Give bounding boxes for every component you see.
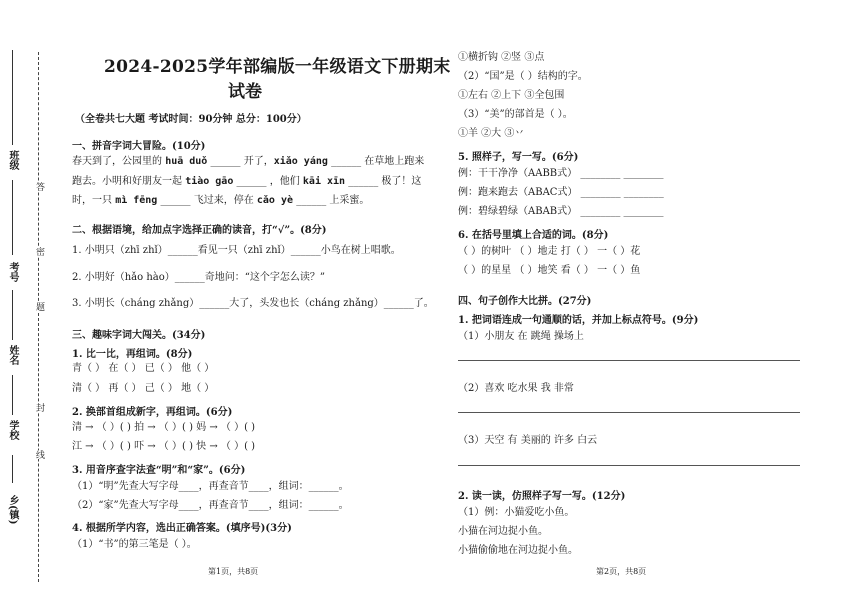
q4-options-2: ①左右 ②上下 ③全包围 (458, 90, 565, 101)
section4-q2-row2: 小猫在河边捉小鱼。 (458, 526, 548, 537)
binding-mark-ti: 题 (34, 302, 44, 311)
exam-title-line1: 2024-2025学年部编版一年级语文下册期末 (104, 57, 451, 77)
section3-q2-heading: 2. 换部首组成新字，再组词。(6分) (72, 407, 233, 418)
page-footer-left: 第1页，共8页 (208, 567, 259, 576)
section2-item3[interactable]: 3. 小明长（cháng zhǎng）______大了，头发也长（cháng zhǎng）______了。 (72, 298, 434, 309)
pinyin: kāi xīn (302, 176, 346, 187)
section4-q2-row1: （1）例：小猫爱吃小鱼。 (458, 507, 575, 518)
text[interactable]: ______ 飞过来，停在 (157, 195, 257, 206)
q4-options-1: ①横折钩 ②竖 ③点 (458, 52, 545, 63)
school-blank[interactable] (12, 375, 13, 415)
section3-q1-row2[interactable]: 清（ ） 再（ ） 己（ ） 地（ ） (72, 383, 215, 394)
section3-q3-row2[interactable]: （2）“家”先查大写字母____，再查音节____，组词：______。 (72, 500, 349, 511)
binding-dashed-line (38, 52, 39, 582)
q5-row1[interactable]: 例：干干净净（AABB式） ________ ________ (458, 168, 664, 179)
answer-line-2[interactable] (458, 412, 800, 413)
text[interactable]: ______ 极了！这 (345, 176, 422, 187)
pinyin: mì fēng (115, 195, 158, 206)
section1-line1 (72, 155, 424, 169)
class-label: 班级 (7, 150, 18, 170)
binding-mark-da: 答 (34, 182, 44, 191)
pinyin: huā duǒ (165, 156, 208, 167)
answer-line-3[interactable] (458, 465, 800, 466)
text[interactable]: ______ 上采蜜。 (293, 195, 370, 206)
school-label: 学校 (7, 420, 18, 440)
exam-title-line2: 试卷 (228, 82, 262, 102)
text[interactable]: ______ 在草地上跑来 (327, 156, 425, 167)
q6-row2[interactable]: （ ）的星星 （ ）地笑 看（ ） 一（ ）鱼 (458, 265, 641, 276)
text[interactable]: ______ ，他们 (233, 176, 303, 187)
text: 跑去。小明和好朋友一起 (72, 176, 186, 187)
text: 春天到了，公园里的 (72, 156, 166, 167)
section3-heading: 三、趣味字词大闯关。(34分) (72, 330, 206, 341)
exam-info: （全卷共七大题 考试时间：90分钟 总分：100分） (75, 114, 307, 125)
q4-options-3: ①羊 ②大 ③丷 (458, 128, 525, 139)
name-blank[interactable] (12, 290, 13, 340)
q5-heading: 5. 照样子，写一写。(6分) (458, 152, 579, 163)
page-footer-right: 第2页，共8页 (596, 567, 647, 576)
section1-line2 (72, 175, 421, 189)
section3-q1-row1[interactable]: 青（ ） 在（ ） 已（ ） 他（ ） (72, 363, 215, 374)
section4-heading: 四、句子创作大比拼。(27分) (458, 296, 592, 307)
name-label: 姓名 (7, 345, 18, 365)
binding-mark-xian: 线 (34, 450, 44, 459)
section3-q4-heading: 4. 根据所学内容，选出正确答案。(填序号)(3分) (72, 523, 292, 534)
section4-q1-item2: （2）喜欢 吃水果 我 非常 (458, 383, 574, 394)
binding-mark-feng: 封 (34, 403, 44, 412)
q4-question-3[interactable]: （3）“美”的部首是（ ）。 (458, 109, 573, 120)
q5-row3[interactable]: 例：碧绿碧绿（ABAB式） ________ ________ (458, 206, 664, 217)
exam-number-label: 考号 (7, 262, 18, 282)
section2-item2[interactable]: 2. 小明好（hǎo hào）______奇地问：“这个字怎么读？” (72, 272, 325, 283)
section3-q3-heading: 3. 用音序查字法查“明”和“家”。(6分) (72, 465, 246, 476)
section2-item1[interactable]: 1. 小明只（zhī zhǐ）______看见一只（zhī zhǐ）______小鸟在树上唱歌。 (72, 245, 401, 256)
q4-question-2[interactable]: （2）“国”是（ ）结构的字。 (458, 71, 588, 82)
binding-mark-mi: 密 (34, 247, 44, 256)
section1-line3 (72, 194, 369, 208)
section4-q1-item1: （1）小朋友 在 跳绳 操场上 (458, 331, 584, 342)
town-blank[interactable] (12, 455, 13, 483)
section3-q2-row2[interactable]: 江 → （ ）( ) 吓 → （ ）( ) 快 → （ ）( ) (72, 441, 256, 452)
class-blank[interactable] (12, 50, 13, 145)
q6-heading: 6. 在括号里填上合适的词。(8分) (458, 230, 609, 241)
pinyin: cǎo yè (256, 195, 294, 206)
town-label: 乡(镇) (7, 494, 18, 525)
text: 时，一只 (72, 195, 116, 206)
section4-q2-row3: 小猫偷偷地在河边捉小鱼。 (458, 545, 578, 556)
section2-heading: 二、根据语境，给加点字选择正确的读音，打“√”。(8分) (72, 225, 327, 236)
section4-q1-heading: 1. 把词语连成一句通顺的话，并加上标点符号。(9分) (458, 315, 699, 326)
pinyin: xiǎo yáng (273, 156, 328, 167)
section1-heading: 一、拼音字词大冒险。(10分) (72, 141, 206, 152)
section4-q2-heading: 2. 读一读，仿照样子写一写。(12分) (458, 491, 626, 502)
section3-q1-heading: 1. 比一比，再组词。(8分) (72, 349, 193, 360)
section3-q3-row1[interactable]: （1）“明”先查大写字母____，再查音节____，组词：______。 (72, 481, 349, 492)
q5-row2[interactable]: 例：跑来跑去（ABAC式） ________ ________ (458, 187, 664, 198)
section3-q2-row1[interactable]: 清 → （ ）( ) 拍 → （ ）( ) 妈 → （ ）( ) (72, 422, 256, 433)
exam-number-blank[interactable] (12, 180, 13, 255)
pinyin: tiào gāo (185, 176, 234, 187)
section3-q4-row1[interactable]: （1）“书”的第三笔是（ ）。 (72, 539, 197, 550)
q6-row1[interactable]: （ ）的树叶 （ ）地走 打（ ） 一（ ）花 (458, 246, 641, 257)
text[interactable]: ______ 开了， (207, 156, 274, 167)
answer-line-1[interactable] (458, 360, 800, 361)
section4-q1-item3: （3）天空 有 美丽的 许多 白云 (458, 435, 598, 446)
